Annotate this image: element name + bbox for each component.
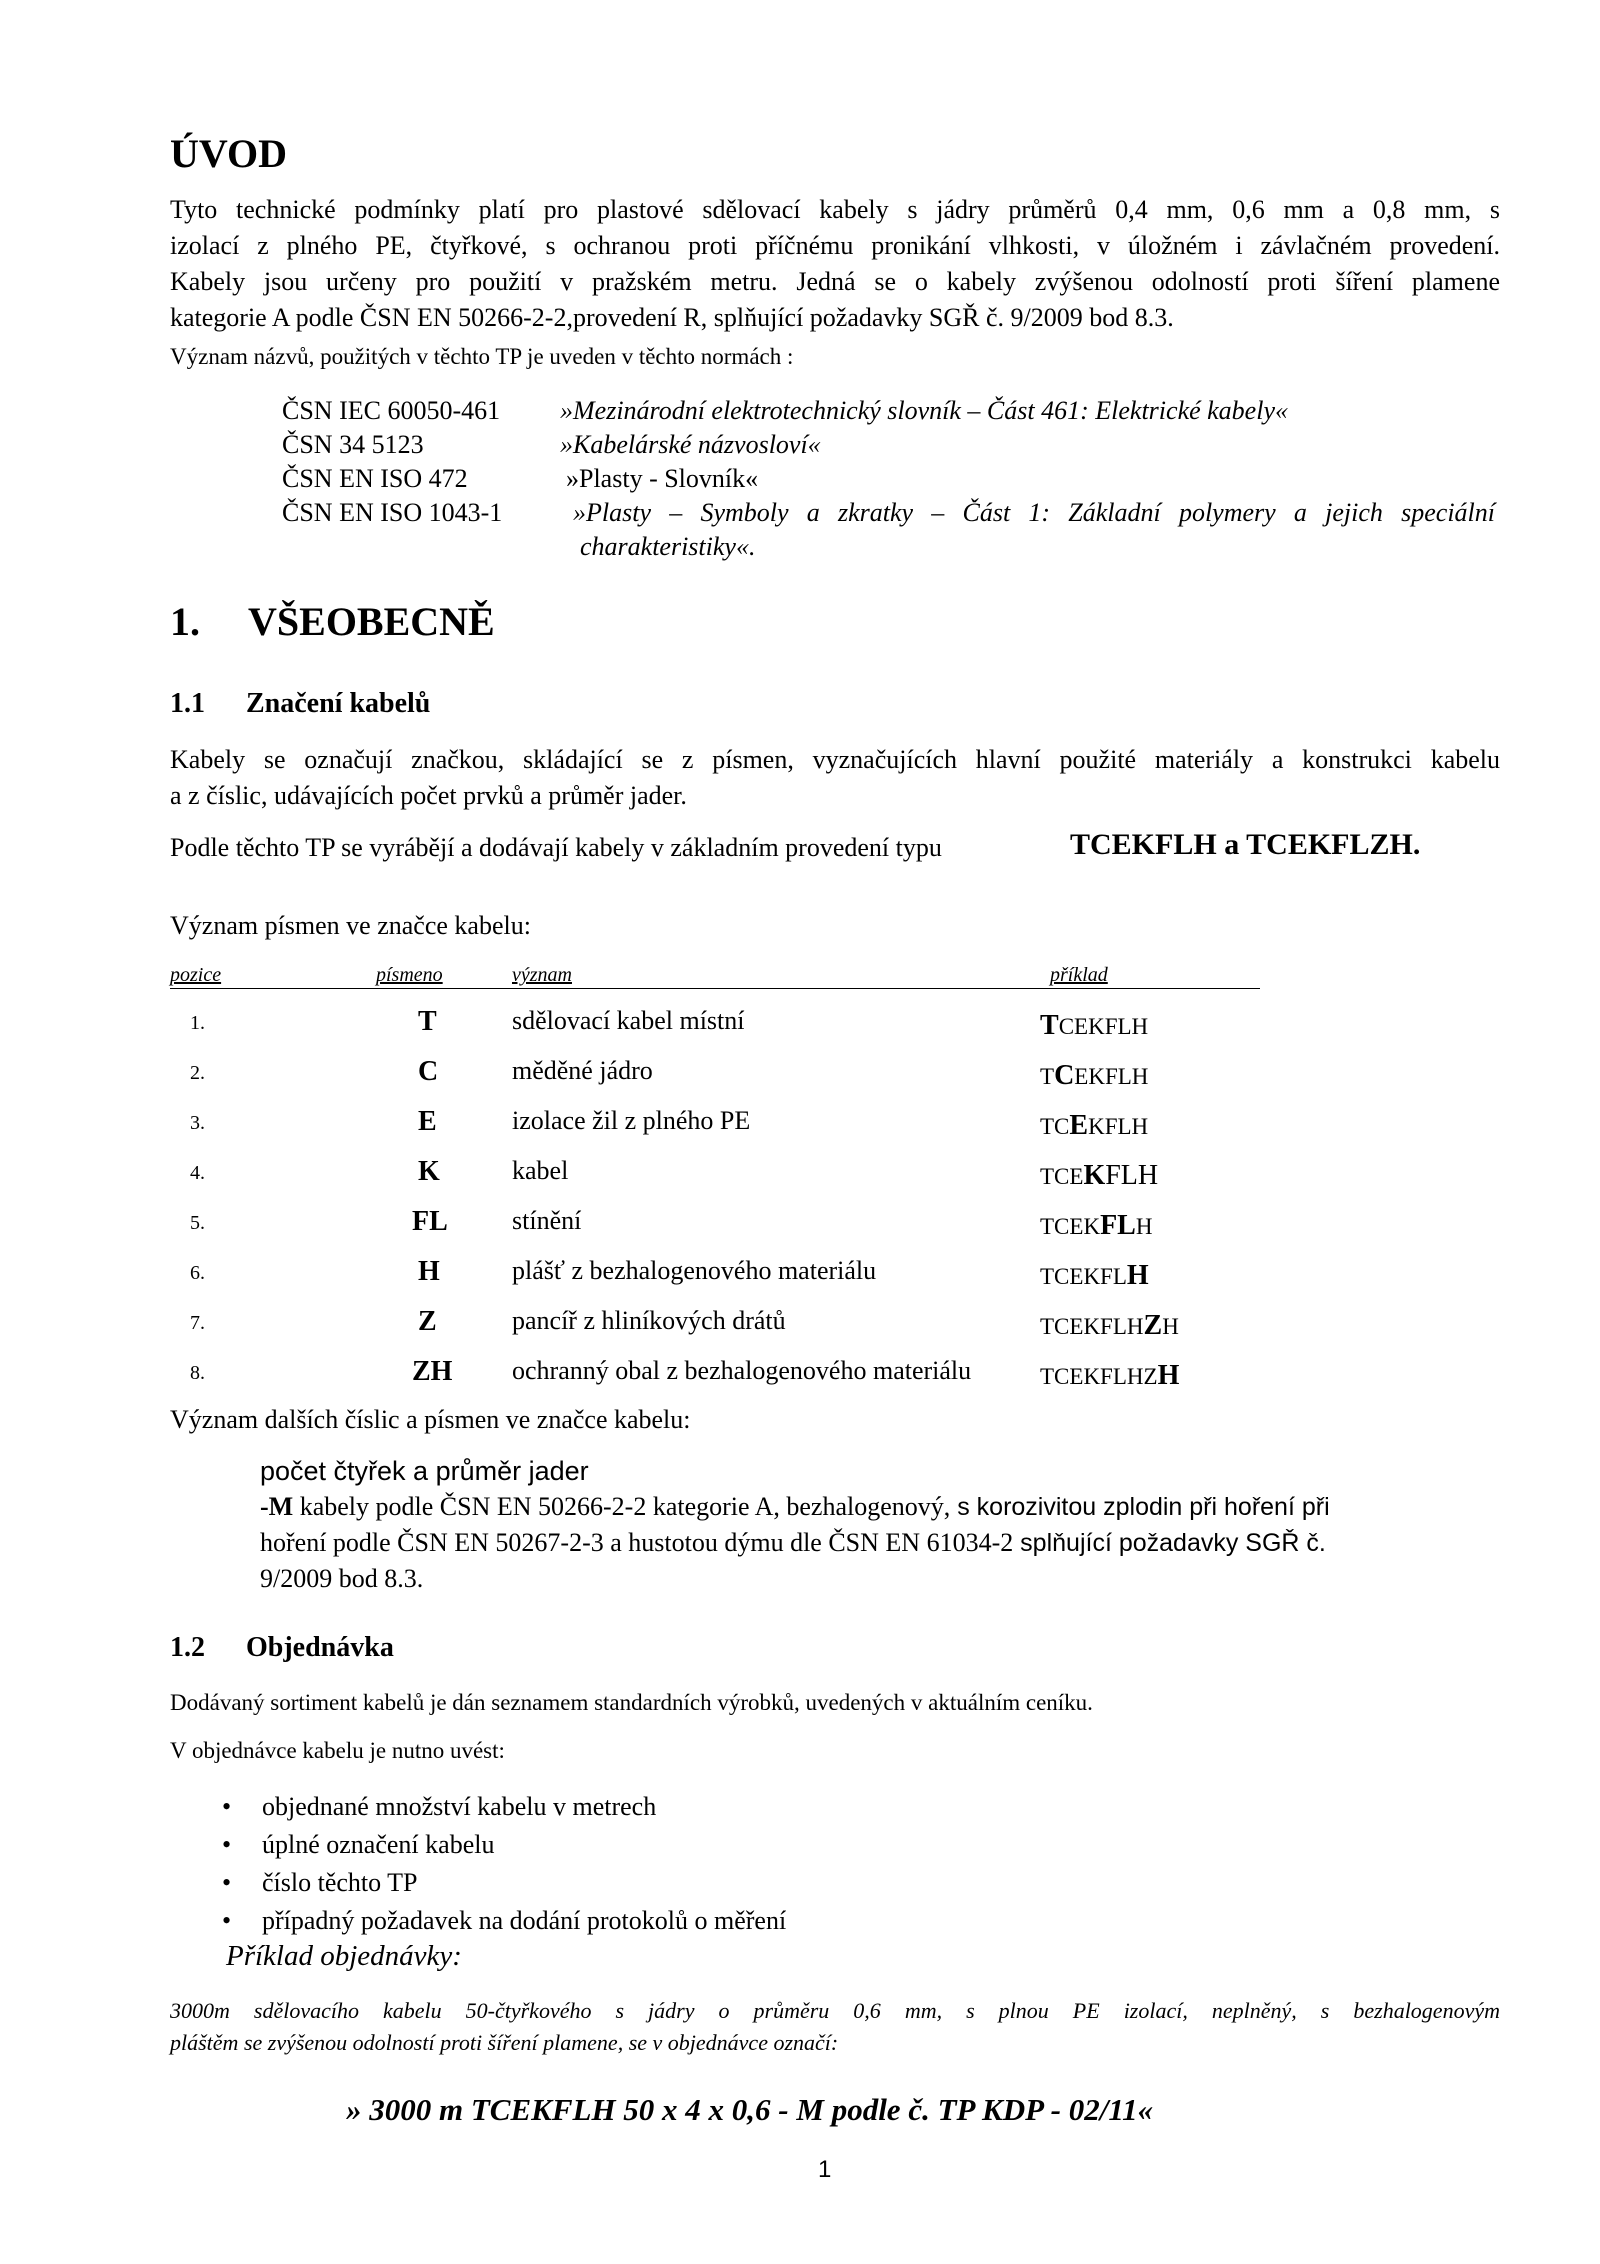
row-example: TCEKFLHZH: [1040, 1360, 1180, 1391]
intro-line-2: izolací z plného PE, čtyřkové, s ochranou proti příčnému pronikání vlhkosti, v úložném i závlačném provedení.: [170, 231, 1500, 260]
further-line-3: hoření podle ČSN EN 50267-2-3 a hustotou dýmu dle ČSN EN 61034-2 splňující požadavky SGŘ č.: [260, 1528, 1326, 1557]
norm-title: »Mezinárodní elektrotechnický slovník – Část 461: Elektrické kabely«: [560, 396, 1288, 425]
row-number: 5.: [190, 1212, 205, 1234]
table-row: [0, 1306, 1600, 1346]
further-line-4: 9/2009 bod 8.3.: [260, 1564, 424, 1593]
table-row: [0, 1006, 1600, 1046]
page-number: 1: [818, 2156, 832, 2183]
s11-line-2: a z číslic, udávajících počet prvků a průměr jader.: [170, 781, 687, 810]
row-example: TCEKFLH: [1040, 1060, 1149, 1091]
list-item: objednané množství kabelu v metrech: [262, 1792, 657, 1821]
row-example: TCEKFLHZH: [1040, 1310, 1179, 1341]
row-meaning: ochranný obal z bezhalogenového materiálu: [512, 1356, 972, 1385]
cable-types-bold: TCEKFLH a TCEKFLZH.: [1070, 828, 1421, 861]
row-meaning: stínění: [512, 1206, 582, 1235]
intro-heading: ÚVOD: [170, 131, 287, 176]
table-row: [0, 1356, 1600, 1396]
row-example: TCEKFLH: [1040, 1210, 1153, 1241]
section-1-title: VŠEOBECNĚ: [248, 599, 495, 644]
norm-code: ČSN 34 5123: [282, 430, 424, 459]
order-para-2: V objednávce kabelu je nutno uvést:: [170, 1738, 505, 1763]
further-line-2: -M kabely podle ČSN EN 50266-2-2 kategorie A, bezhalogenový, s korozivitou zplodin při hoření při: [260, 1492, 1330, 1521]
table-row: [0, 1106, 1600, 1146]
row-meaning: sdělovací kabel místní: [512, 1006, 745, 1035]
row-meaning: izolace žil z plného PE: [512, 1106, 751, 1135]
intro-line-1: Tyto technické podmínky platí pro plastové sdělovací kabely s jádry průměrů 0,4 mm, 0,6 mm a 0,8 mm, s: [170, 195, 1500, 224]
norm-title: »Plasty - Slovník«: [566, 464, 759, 493]
row-meaning: plášť z bezhalogenového materiálu: [512, 1256, 877, 1285]
header-example: příklad: [1050, 964, 1108, 986]
order-para-1: Dodávaný sortiment kabelů je dán seznamem standardních výrobků, uvedených v aktuálním ceníku.: [170, 1690, 1093, 1715]
norms-intro: Význam názvů, použitých v těchto TP je uveden v těchto normách :: [170, 344, 794, 369]
row-example: TCEKFLH: [1040, 1160, 1159, 1191]
example-line-2: pláštěm se zvýšenou odolností proti šíření plamene, se v objednávce označí:: [170, 2030, 839, 2055]
row-letter: H: [418, 1256, 440, 1287]
norm-title-cont: charakteristiky«.: [580, 532, 756, 561]
bullet-dot: •: [222, 1830, 232, 1859]
row-example: TCEKFLH: [1040, 1110, 1149, 1141]
letters-intro: Význam písmen ve značce kabelu:: [170, 911, 531, 940]
subsection-1-1-number: 1.1: [170, 688, 205, 719]
cable-types-text: Podle těchto TP se vyrábějí a dodávají kabely v základním provedení typu: [170, 833, 942, 862]
bullet-dot: •: [222, 1792, 232, 1821]
example-heading: Příklad objednávky:: [226, 1940, 462, 1972]
header-letter: písmeno: [376, 964, 443, 986]
subsection-1-2-number: 1.2: [170, 1632, 205, 1663]
row-letter: T: [418, 1006, 437, 1037]
table-row: [0, 1156, 1600, 1196]
intro-line-3: Kabely jsou určeny pro použití v pražském metru. Jedná se o kabely zvýšenou odolností proti šíření plamene: [170, 267, 1500, 296]
header-pos: pozice: [170, 964, 222, 986]
row-number: 3.: [190, 1112, 205, 1134]
further-intro: Význam dalších číslic a písmen ve značce kabelu:: [170, 1405, 691, 1434]
list-item: úplné označení kabelu: [262, 1830, 495, 1859]
row-letter: ZH: [412, 1356, 453, 1387]
row-number: 7.: [190, 1312, 205, 1334]
row-meaning: kabel: [512, 1156, 569, 1185]
norm-code: ČSN EN ISO 472: [282, 464, 468, 493]
bullet-dot: •: [222, 1868, 232, 1897]
subsection-1-2-title: Objednávka: [246, 1632, 394, 1663]
list-item: číslo těchto TP: [262, 1868, 418, 1897]
table-row: [0, 1206, 1600, 1246]
row-example: TCEKFLH: [1040, 1010, 1149, 1041]
table-row: [0, 1256, 1600, 1296]
s11-line-1: Kabely se označují značkou, skládající se z písmen, vyznačujících hlavní použité materiály a konstrukci kabelu: [170, 745, 1500, 774]
norm-title: »Plasty – Symboly a zkratky – Část 1: Základní polymery a jejich speciální: [573, 498, 1495, 527]
row-letter: C: [418, 1056, 439, 1087]
row-number: 1.: [190, 1012, 205, 1034]
norm-title: »Kabelárské názvosloví«: [560, 430, 821, 459]
row-letter: K: [418, 1156, 440, 1187]
m-suffix-label: -M: [260, 1492, 294, 1521]
order-code: » 3000 m TCEKFLH 50 x 4 x 0,6 - M podle č. TP KDP - 02/11«: [346, 2092, 1154, 2127]
header-underline: [170, 988, 1260, 989]
norm-code: ČSN EN ISO 1043-1: [282, 498, 503, 527]
row-letter: Z: [418, 1306, 437, 1337]
row-letter: E: [418, 1106, 437, 1137]
row-number: 6.: [190, 1262, 205, 1284]
bullet-dot: •: [222, 1906, 232, 1935]
norm-code: ČSN IEC 60050-461: [282, 396, 501, 425]
example-line-1: 3000m sdělovacího kabelu 50-čtyřkového s jádry o průměru 0,6 mm, s plnou PE izolací, neplněný, s bezhalogenovým: [170, 1998, 1500, 2023]
further-line-1: počet čtyřek a průměr jader: [260, 1456, 589, 1486]
subsection-1-1-title: Značení kabelů: [246, 688, 431, 719]
row-meaning: měděné jádro: [512, 1056, 653, 1085]
row-number: 8.: [190, 1362, 205, 1384]
header-meaning: význam: [512, 964, 572, 986]
row-example: TCEKFLH: [1040, 1260, 1149, 1291]
row-letter: FL: [412, 1206, 448, 1237]
row-number: 4.: [190, 1162, 205, 1184]
row-number: 2.: [190, 1062, 205, 1084]
row-meaning: pancíř z hliníkových drátů: [512, 1306, 786, 1335]
table-row: [0, 1056, 1600, 1096]
section-1-number: 1.: [170, 599, 200, 644]
intro-line-4: kategorie A podle ČSN EN 50266-2-2,provedení R, splňující požadavky SGŘ č. 9/2009 bod 8.3.: [170, 303, 1174, 332]
list-item: případný požadavek na dodání protokolů o měření: [262, 1906, 787, 1935]
